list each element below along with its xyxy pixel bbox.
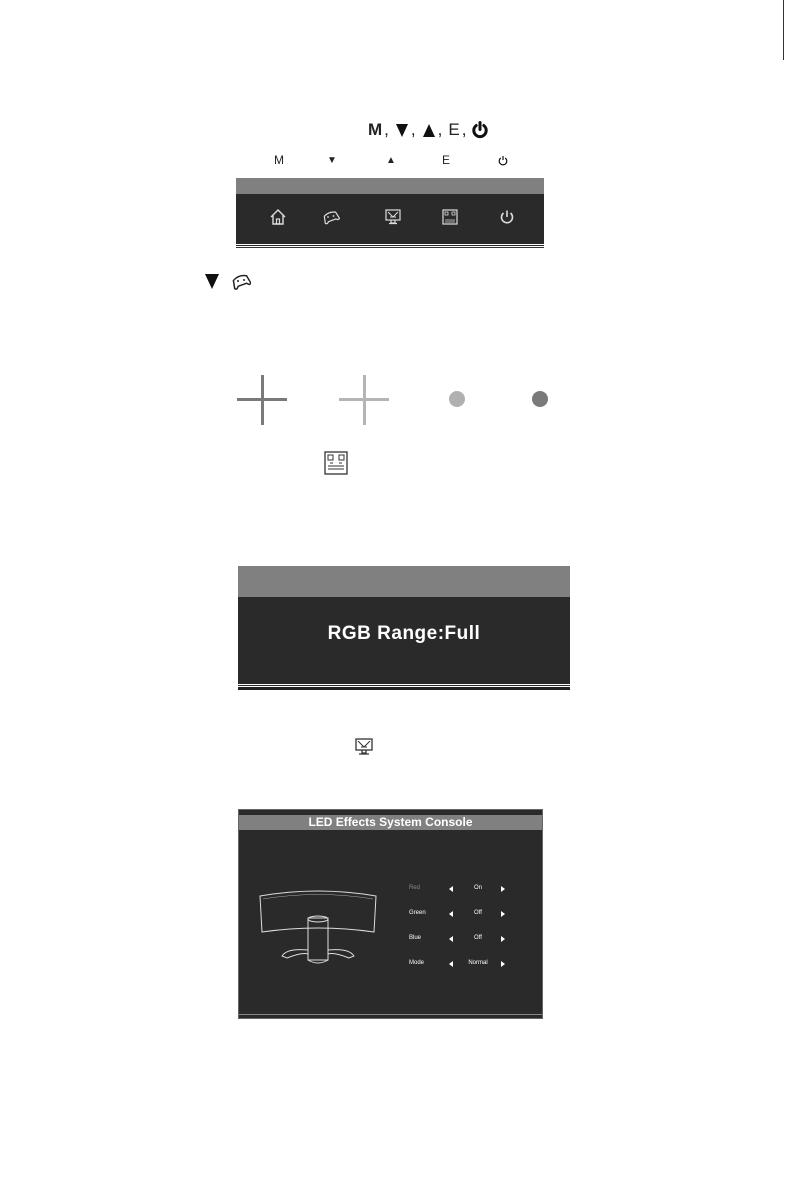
rgb-header-strip	[238, 566, 570, 597]
key-m: M	[368, 120, 383, 139]
dot-light-icon	[449, 391, 465, 407]
arrow-left-icon[interactable]	[449, 911, 453, 917]
power-icon	[472, 121, 488, 139]
led-effects-console	[238, 809, 543, 1019]
crosshair-dark-vertical	[261, 375, 264, 425]
osd-menu-bar	[236, 178, 544, 247]
crosshair-light-icon	[339, 375, 389, 425]
key-e: E	[448, 120, 460, 139]
osd-header-strip	[236, 178, 544, 194]
option-row-mode[interactable]	[409, 960, 519, 970]
label-up-icon: ▲	[386, 155, 396, 166]
option-label: Red	[409, 885, 421, 891]
arrow-right-icon[interactable]	[501, 886, 505, 892]
monitor-icon	[354, 737, 374, 757]
option-row-blue[interactable]	[409, 935, 519, 945]
up-arrow-icon	[423, 124, 435, 137]
label-power-icon	[498, 155, 508, 166]
arrow-right-icon[interactable]	[501, 936, 505, 942]
console-bottom-line	[239, 1014, 542, 1015]
arrow-left-icon[interactable]	[449, 961, 453, 967]
rgb-range-text: RGB Range:Full	[327, 623, 481, 644]
arrow-left-icon[interactable]	[449, 886, 453, 892]
page-edge-line	[783, 0, 784, 60]
crosshair-dark-icon	[237, 375, 287, 425]
option-label: Blue	[409, 935, 422, 941]
arrow-right-icon[interactable]	[501, 911, 505, 917]
key-sequence: M , , , E ,	[368, 120, 488, 140]
label-menu: M	[274, 153, 284, 167]
panel-icon[interactable]	[441, 208, 459, 226]
down-arrow-icon	[396, 124, 408, 137]
option-value: Normal	[468, 960, 488, 966]
rgb-range-panel	[238, 566, 570, 687]
label-down-icon: ▼	[327, 155, 337, 166]
arrow-right-icon[interactable]	[501, 961, 505, 967]
gamepad-icon[interactable]	[322, 208, 340, 226]
panel-icon	[324, 451, 348, 475]
option-row-green[interactable]	[409, 910, 519, 920]
label-e: E	[441, 153, 451, 167]
option-value: On	[473, 885, 482, 891]
option-label: Green	[409, 910, 426, 916]
monitor-icon[interactable]	[384, 208, 402, 226]
option-row-red[interactable]	[409, 885, 519, 895]
option-label: Mode	[409, 960, 425, 966]
option-value: Off	[474, 910, 482, 916]
home-icon[interactable]	[269, 208, 287, 226]
button-labels	[236, 153, 544, 171]
console-title: LED Effects System Console	[239, 815, 542, 830]
down-arrow-icon	[205, 274, 219, 289]
dot-dark-icon	[532, 391, 548, 407]
option-value: Off	[474, 935, 482, 941]
gamepad-navigation-hint	[205, 271, 251, 291]
gamepad-icon	[231, 271, 251, 291]
power-button-icon[interactable]	[498, 208, 516, 226]
crosshair-light-vertical	[363, 375, 366, 425]
arrow-left-icon[interactable]	[449, 936, 453, 942]
curved-monitor-illustration	[257, 888, 379, 968]
